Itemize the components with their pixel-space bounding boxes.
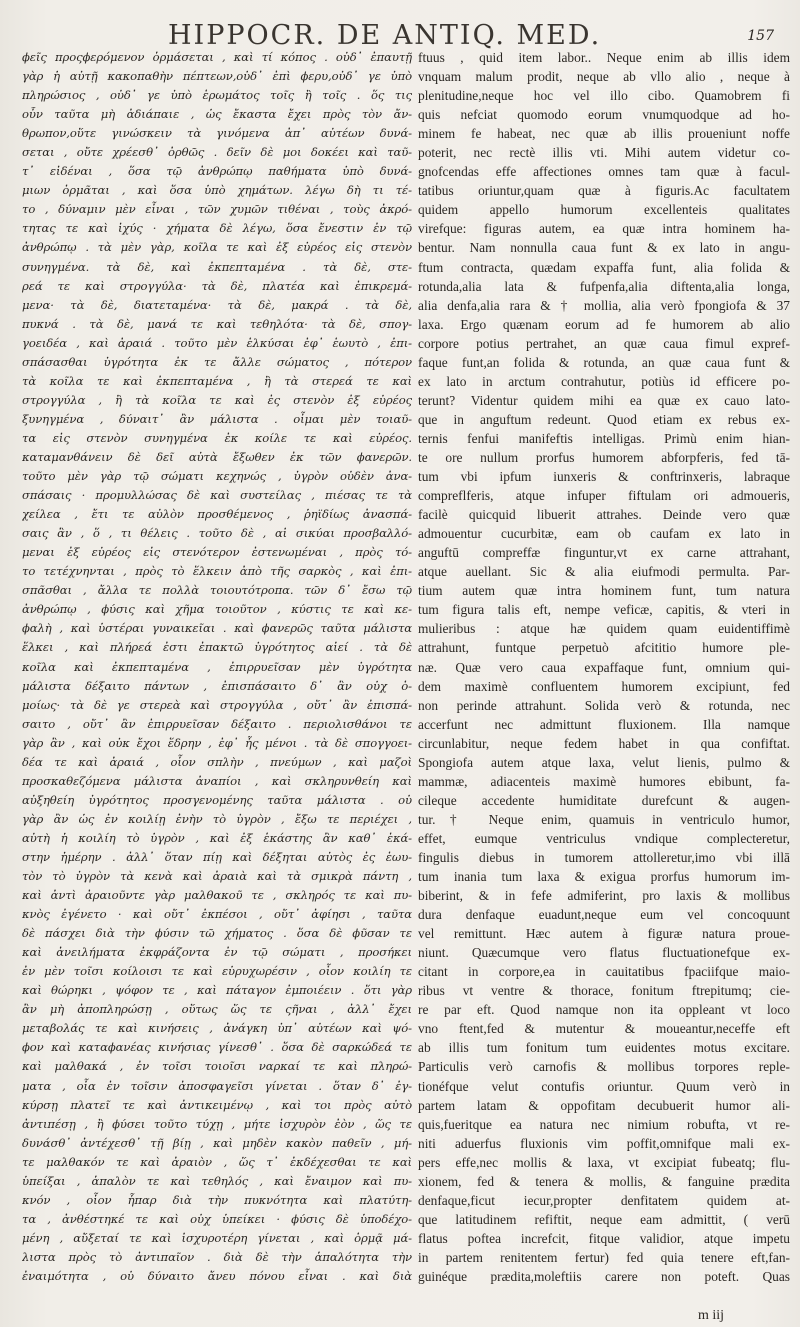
greek-text-line: αὐτὴ ἡ κοιλίη τὸ ὑγρὸν , καὶ ἐξ ἑκάστης ἂν καθ᾽ ἑκά- xyxy=(22,830,412,845)
greek-text-line: γὰρ ἂν , καὶ οὐκ ἔχοι ἕδρην , ἐφ᾽ ἧς μένοι . τὰ δὲ σπογγοει- xyxy=(22,735,412,750)
latin-text-line: virefque: figuras autem, ea quæ intra hominem ha- xyxy=(418,221,790,237)
greek-text-line: καὶ μαλθακά , ἐν τοῖσι τοιοῖσι ναρκαί τε καὶ πληρώ- xyxy=(22,1059,412,1074)
greek-text-line: μενα· τὰ δὲ, διατεταμένα· τὰ δὲ, μακρά . τὰ δὲ, xyxy=(22,297,412,312)
latin-text-line: tum vbi ipfum iunxeris & conftrinxeris, labraque xyxy=(418,469,790,485)
latin-text-line: rotunda,alia lata & fufpenfa,alia diftenta,alia longa, xyxy=(418,278,790,294)
greek-text-line: συνηγμένα. τὰ δὲ, καὶ ἐκπεπταμένα . τὰ δὲ, στε- xyxy=(22,259,412,274)
greek-text-line: λιστα πρὸς τὸ ἀντιπαῖον . διὰ δὲ τὴν ἁπαλότητα τὴν xyxy=(22,1249,412,1264)
greek-text-line: οὖν ταῦτα μὴ ἀδιάπαιε , ὡς ἔκαστα ἔχει πρὸς τὸν ἄν- xyxy=(22,107,412,122)
latin-text-line: fingulis diebus in tumorem attolleretur,imo vbi illā xyxy=(418,849,790,865)
greek-text-line: αὐξηθείη ὑγρότητος προσγενομένης ταῦτα μάλιστα . οὐ xyxy=(22,792,412,807)
greek-text-line: ξυνηγμένα , δύναιτ᾽ ἂν μάλιστα . οἶμαι μὲν τοιαῦ- xyxy=(22,411,412,426)
latin-text-line: facilè quicquid libuerit attrahes. Deinde vero quæ xyxy=(418,507,790,523)
greek-text-line: σπάσαις · προμυλλώσας δὲ καὶ συστείλας , πιέσας τε τὰ xyxy=(22,488,412,503)
latin-text-line: laxa. Ergo quænam eorum ad fe humorem ab alio xyxy=(418,316,790,332)
latin-text-line: tatibus oriuntur,quam quæ à figuris.Ac facultatem xyxy=(418,183,790,199)
latin-text-line: niti aduerfus fluxionis vim poffit,omnifque mali ex- xyxy=(418,1135,790,1151)
latin-text-line: tum inania tum laxa & exigua prorfus humorum im- xyxy=(418,869,790,885)
greek-text-line: μεταβολάς τε καὶ κινήσεις , ἀνάγκη ὑπ᾽ αὐτέων καὶ ψό- xyxy=(22,1021,412,1036)
greek-text-line: ϕαλὴ , καὶ ὑστέραι γυναικεῖαι . καὶ ϕανερῶς ταῦτα μάλιστα xyxy=(22,621,412,636)
greek-text-line: κνὸς ἐγένετο · καὶ οὔτ᾽ ἐκπέσοι , οὔτ᾽ ἀφίησι , ταῦτα xyxy=(22,907,412,922)
greek-text-line: το , δύναμιν μὲν εἶναι , τῶν χυμῶν τιθέναι , τοὺς ἀκρό- xyxy=(22,202,412,217)
latin-text-line: anguftū compreffæ finguntur,vt ex carne attrahant, xyxy=(418,545,790,561)
latin-text-line: in partem renitentem fertur) fed quia tenere eft,fan- xyxy=(418,1249,790,1265)
latin-text-line: vnquam malum prodit, neque ab vllo alio , neque à xyxy=(418,69,790,85)
latin-text-line: faque funt,an folida & rotunda, an quæ caua funt & xyxy=(418,354,790,370)
greek-text-line: πληρώσιος , οὐδ᾽ γε ὑπὸ ἑρωμάτος τοῖς ἢ τοῖς . ὅς τις xyxy=(22,88,412,103)
latin-text-line: admouentur cucurbitæ, eam ob caufam ex lato in xyxy=(418,526,790,542)
latin-text-line: effet, eumque ventriculus vndique complecteretur, xyxy=(418,830,790,846)
latin-text-line: vel remittunt. Hæc autem à figuræ natura proue- xyxy=(418,926,790,942)
latin-text-line: denfaque,ficut iecur,propter denfitatem quidem at- xyxy=(418,1192,790,1208)
latin-text-line: næ. Quæ vero caua expaffaque funt, omnium qui- xyxy=(418,659,790,675)
greek-text-line: δέα τε καὶ ἀραιά , οἷον σπλὴν , πνεύμων , καὶ μαζοὶ xyxy=(22,754,412,769)
greek-text-line: το τετέχνηνται , πρὸς τὸ ἕλκειν ἀπὸ τῆς σαρκὸς , καὶ ἐπι- xyxy=(22,564,412,579)
latin-text-line: quidem appello humorum excellenteis qualitates xyxy=(418,202,790,218)
greek-text-line: θρωπον,οὕτε γινώσκειν τὰ γινόμενα ἀπ᾽ αὐτέων δυνά- xyxy=(22,126,412,141)
latin-text-line: pers effe,nec mollis & laxa, vt excipiat fubeatq; flu- xyxy=(418,1154,790,1170)
latin-text-line: quis,fueritque ea natura nec nimium robufta, vt re- xyxy=(418,1116,790,1132)
latin-text-line: biberint, & in fefe admiferint, pro laxis & mollibus xyxy=(418,888,790,904)
latin-text-line: corpore potius pertrahet, an quæ caua fimul expref- xyxy=(418,335,790,351)
latin-text-line: que latitudinem refiftit, neque eam admittit, ( verū xyxy=(418,1211,790,1227)
greek-text-line: καταμανθάνειν δὲ δεῖ αὐτὰ ἔξωθεν ἐκ τῶν ϕανερῶν. xyxy=(22,449,412,464)
greek-text-line: τα , ἀνθέστηκέ τε καὶ οὐχ ὑπείκει · ϕύσις δὲ ὑποδέχο- xyxy=(22,1211,412,1226)
latin-text-line: bentur. Nam nonnulla caua funt & ex lato in angu- xyxy=(418,240,790,256)
greek-text-line: καὶ ἀντὶ ἀραιοῦντε γὰρ μαλθακοῦ τε , σκληρός τε καὶ πυ- xyxy=(22,888,412,903)
greek-text-line: τὰ κοῖλα τε καὶ ἐκπεπταμένα , ἢ τὰ στερεά τε καὶ xyxy=(22,373,412,388)
greek-text-line: τα εἰς στενὸν συνηγμένα ἐκ κοίλε τε καὶ εὐρέος. xyxy=(22,430,412,445)
greek-text-column xyxy=(22,48,412,1287)
greek-text-line: ἕλκει , καὶ πλήρεά ἐστι ἐπακτῶ ὑγρότητος αἰεί . τὰ δὲ xyxy=(22,640,412,655)
greek-text-line: τητας τε καὶ ἰχύς · χήματα δὲ λέγω, ὅσα ἔνεστιν ἐν τῷ xyxy=(22,221,412,236)
latin-text-line: tionéfque velut contufis oriuntur. Quum verò in xyxy=(418,1078,790,1094)
greek-text-line: σπᾶσθαι , ἄλλα τε πολλὰ τοιουτότροπα. τῶν δ᾽ ἔσω τῷ xyxy=(22,583,412,598)
latin-text-line: Spongiofa autem atque laxa, velut lienis, pulmo & xyxy=(418,754,790,770)
latin-text-line: tium autem quæ intra hominem funt, tum natura xyxy=(418,583,790,599)
latin-text-line: ex lato in arctum contrahutur, potiùs id efficere po- xyxy=(418,373,790,389)
latin-text-line: ab illis tum fonitum tum euidentes motus excitare. xyxy=(418,1040,790,1056)
greek-text-line: ἂν μὴ ἀποπληρώσῃ , οὕτως ὥς τε ςῆναι , ἀλλ᾽ ἔχει xyxy=(22,1002,412,1017)
greek-text-line: ϕεῖς προςϕερόμενον ὁρμάσεται , καὶ τί κόπος . οὐδ᾽ ἐπαυτῇ xyxy=(22,50,412,64)
greek-text-line: χείλεα , ἔτι τε αὐλὸν προσθέμενος , ῥηϊδίως ἀνασπά- xyxy=(22,507,412,522)
greek-text-line: τ᾽ εἰδέναι , ὅσα τῷ ἀνθρώπῳ παθήματα ὑπὸ δυνά- xyxy=(22,164,412,179)
latin-text-line xyxy=(418,1286,790,1287)
greek-text-line: μάλιστα δέξαιτο πάντων , ἐπισπάσαιτο δ᾽ ἂν οὐχ ὁ- xyxy=(22,678,412,693)
greek-text-line: ἐναιμότητα , οὐ δύναιτο ἄνευ πόνου εἶναι . καὶ διὰ xyxy=(22,1269,412,1283)
latin-text-line: atque auellant. Sic & alia eiufmodi permulta. Par- xyxy=(418,564,790,580)
latin-text-line: quis nefciat quomodo eorum vnumquodque ad ho- xyxy=(418,107,790,123)
latin-text-line: tum figura talis eft, nempe veficæ, capitis, & vteri in xyxy=(418,602,790,618)
latin-text-line: flatus poftea increfcit, fitque validior, atque impetu xyxy=(418,1230,790,1246)
greek-text-line: μένη , αὔξεταί τε καὶ ἰσχυροτέρη γίνεται , καὶ ὁρμᾷ μά- xyxy=(22,1230,412,1245)
greek-text-line: ματα , οἷα ἐν τοῖσιν ἀποσφαγεῖσι γίνεται . ὅταν δ᾽ ἐγ- xyxy=(22,1078,412,1093)
latin-text-line: guinéque prædita,moleftiis carere non poteft. Quas xyxy=(418,1269,790,1284)
greek-text-line: τοῦτο μὲν γὰρ τῷ σώματι κεχηνώς , ὑγρὸν οὐδὲν ἀνα- xyxy=(22,469,412,484)
latin-text-line: minem fe habeat, nec quæ ab illis proueniunt noffe xyxy=(418,126,790,142)
greek-text-line: μοίως· τὰ δὲ γε στερεὰ καὶ στρογγύλα , οὔτ᾽ ἂν ἐπισπά- xyxy=(22,697,412,712)
latin-text-line: re par eft. Quod namque non ita oppleant vt loco xyxy=(418,1002,790,1018)
latin-text-line: mulieribus : atque hæ quidem quam euidentiffimè xyxy=(418,621,790,637)
greek-text-line: σπάσασθαι ὑγρότητα ἐκ τε ἄλλε σώματος , πότερον xyxy=(22,354,412,369)
signature-mark: m iij xyxy=(698,1308,725,1323)
greek-text-line: γοειδέα , καὶ ἀραιά . τοῦτο μὲν ἑλκύσαι ἐφ᾽ ἑωυτὸ , ἐπι- xyxy=(22,335,412,350)
greek-text-line: σαις ἂν , ὅ , τι θέλεις . τοῦτο δὲ , αἱ σικύαι προσβαλλό- xyxy=(22,526,412,541)
greek-text-line: καὶ θώρηκι , ψόφον τε , καὶ πάταγον ἐμποιέειν . ὅτι γὰρ xyxy=(22,983,412,998)
greek-text-line: σαιτο , οὔτ᾽ ἂν ἐπιρρυεῖσαν δέξαιτο . περιολισθάνοι τε xyxy=(22,716,412,731)
latin-text-line: dura denfaque euadunt,neque eum vel concoquunt xyxy=(418,907,790,923)
latin-text-column xyxy=(418,48,790,1287)
latin-text-line: tur.† Neque enim, quamuis in ventriculo humor, xyxy=(418,811,790,827)
latin-text-line: ftuus , quid item labor.. Neque enim ab illis idem xyxy=(418,50,790,65)
latin-text-line: accerfunt nec admittunt fluxionem. Illa namque xyxy=(418,716,790,732)
greek-text-line: στην ἡμέρην . ἀλλ᾽ ὅταν πίῃ καὶ δέξηται αὐτὸς ἐς ἑωυ- xyxy=(22,849,412,864)
greek-text-line: καὶ ἀνειλήματα ἐκφράζοντα ἐν τῷ σώματι , προσήκει xyxy=(22,945,412,960)
greek-text-line: μεναι ἐξ εὐρέος εἰς στενότερον ἐστενωμέναι , πρὸς τό- xyxy=(22,545,412,560)
greek-text-line: ἐν μὲν τοῖσι κοίλοισι τε καὶ εὐρυχωρέσιν , οἷον κοιλίη τε xyxy=(22,964,412,979)
latin-text-line: ternis fenfui manifeftis intelligas. Primù enim hian- xyxy=(418,430,790,446)
greek-text-line: ὑπείξαι , ἁπαλὸν τε καὶ τεθηλός , καὶ ἔναιμον καὶ πυ- xyxy=(22,1173,412,1188)
latin-text-line: non perinde attrahunt. Solida verò & rotunda, nec xyxy=(418,697,790,713)
latin-text-line: partem latam & oppofitam decubuerit humor ali- xyxy=(418,1097,790,1113)
greek-text-line: πυκνά . τὰ δὲ, μανά τε καὶ τεθηλότα· τὰ δὲ, σπογ- xyxy=(22,316,412,331)
greek-text-line: σεται , οὔτε χρέεσθ᾽ ὀρθῶς . δεῖν δὲ μοι δοκέει καὶ ταῦ- xyxy=(22,145,412,160)
greek-text-line: κνόν , οἷον ἧπαρ διὰ τὴν πυκνότητα καὶ πλατύτη- xyxy=(22,1192,412,1207)
running-title: HIPPOCR. DE ANTIQ. MED. xyxy=(168,20,602,51)
greek-text-line: γὰρ ἂν ὡς ἐν κοιλίῃ ἐνὴν τὸ ὑγρὸν , ἔξω τε περιέχει , xyxy=(22,811,412,826)
greek-text-line xyxy=(22,1286,412,1287)
latin-text-line: te ore nullum prorfus humorem abforpferis, fed tā- xyxy=(418,449,790,465)
latin-text-line: attrahunt, funtque perpetuò afcititio humore ple- xyxy=(418,640,790,656)
latin-text-line: cileque accedente humiditate durefcunt & augen- xyxy=(418,792,790,808)
greek-text-line: ρεά τε καὶ στρογγύλα· τὰ δὲ, πλατέα καὶ ἐπικρεμά- xyxy=(22,278,412,293)
latin-text-line: terunt? Videntur quidem mihi ea quæ ex cauo lato- xyxy=(418,392,790,408)
latin-text-line: alia denfa,alia rara & † mollia, alia verò fpongiofa & 37 xyxy=(418,297,790,313)
latin-text-line: niunt. Quæcumque vero flatus fluctuationefque ex- xyxy=(418,945,790,961)
greek-text-line: τε μαλθακόν τε καὶ ἀραιὸν , ὥς τ᾽ ἐκδέχεσθαι τε καὶ xyxy=(22,1154,412,1169)
latin-text-line: mammæ, adiacenteis maximè humores ebibunt, fa- xyxy=(418,773,790,789)
greek-text-line: ϕον καὶ καταϕανέας κινήσιας γίνεσθ᾽ . ὅσα δὲ σαρκώδεά τε xyxy=(22,1040,412,1055)
greek-text-line: κύρσῃ πλατεῖ τε καὶ ἀντικειμένῳ , καὶ τοι πρὸς αὐτὸ xyxy=(22,1097,412,1112)
greek-text-line: τὸν τὸ ὑγρὸν τὰ κενὰ καὶ ἀραιὰ καὶ τὰ σμικρὰ πάντη , xyxy=(22,869,412,884)
greek-text-line: κοῖλα καὶ ἐκπεπταμένα , ἐπιρρυεῖσαν μὲν ὑγρότητα xyxy=(22,659,412,674)
latin-text-line: poterit, nec rectè illis vti. Mihi autem videtur co- xyxy=(418,145,790,161)
greek-text-line: ἀντιπέσῃ , ἢ ϕύσει τοῦτο τύχῃ , μήτε ἰσχυρὸν ἐὸν , ὥς τε xyxy=(22,1116,412,1131)
latin-text-line: ftum contracta, quædam expaffa funt, alia folida & xyxy=(418,259,790,275)
latin-text-line: xionem, fed & tenera & mollis, & fanguine prædita xyxy=(418,1173,790,1189)
latin-text-line: gnofcendas effe affectiones omnes tam quæ à facul- xyxy=(418,164,790,180)
latin-text-line: circunlabitur, neque fedem habet in qua confiftat. xyxy=(418,735,790,751)
latin-text-line: compreflferis, atque infuper fiftulam ori admoueris, xyxy=(418,488,790,504)
latin-text-line: ribus vt ventre & thorace, fonitum ftrepitumq; cie- xyxy=(418,983,790,999)
latin-text-line: que in anguftum redeunt. Quod etiam ex rebus ex- xyxy=(418,411,790,427)
greek-text-line: ἀνθρώπῳ . τὰ μὲν γὰρ, κοῖλα τε καὶ ἐξ εὐρέος εἰς στενὸν xyxy=(22,240,412,255)
greek-text-line: γὰρ ἡ αὐτῇ κακοπαθὴν πέπτεων,οὐδ᾽ ἐπὶ ϕερυ,οὐδ᾽ γε ὑπὸ xyxy=(22,69,412,84)
latin-text-line: citant in corpore,ea in cauitatibus fpaciifque maio- xyxy=(418,964,790,980)
latin-text-line: dem maximè confluentem humorem excipiunt, fed xyxy=(418,678,790,694)
page-number: 157 xyxy=(747,28,774,44)
latin-text-line: plenitudine,neque hoc vel illo cibo. Quamobrem fi xyxy=(418,88,790,104)
greek-text-line: ἀνθρώπῳ , ϕύσις καὶ χῆμα τοιοῦτον , κύστις τε καὶ κε- xyxy=(22,602,412,617)
greek-text-line: δυνάσθ᾽ ἀντέχεσθ᾽ τῇ βίῃ , καὶ μηδὲν κακὸν παθεῖν , μή- xyxy=(22,1135,412,1150)
greek-text-line: δὲ πάσχει διὰ τὴν ϕύσιν τῶ χήματος . ὅσα δὲ ϕῦσαν τε xyxy=(22,926,412,941)
greek-text-line: στρογγύλα , ἢ τὰ κοῖλα τε καὶ ἐς στενὸν ἐξ εὐρέος xyxy=(22,392,412,407)
latin-text-line: vno ftent,fed & mutentur & moueantur,neceffe eft xyxy=(418,1021,790,1037)
greek-text-line: προσκαθεζόμενα μάλιστα ἀναπίοι , καὶ σκληρυνθείη καὶ xyxy=(22,773,412,788)
greek-text-line: μιων ὁρμᾶται , καὶ ὅσα ὑπὸ χημάτων. λέγω δὴ τι τέ- xyxy=(22,183,412,198)
latin-text-line: Particulis verò carnofis & mollibus torpores reple- xyxy=(418,1059,790,1075)
